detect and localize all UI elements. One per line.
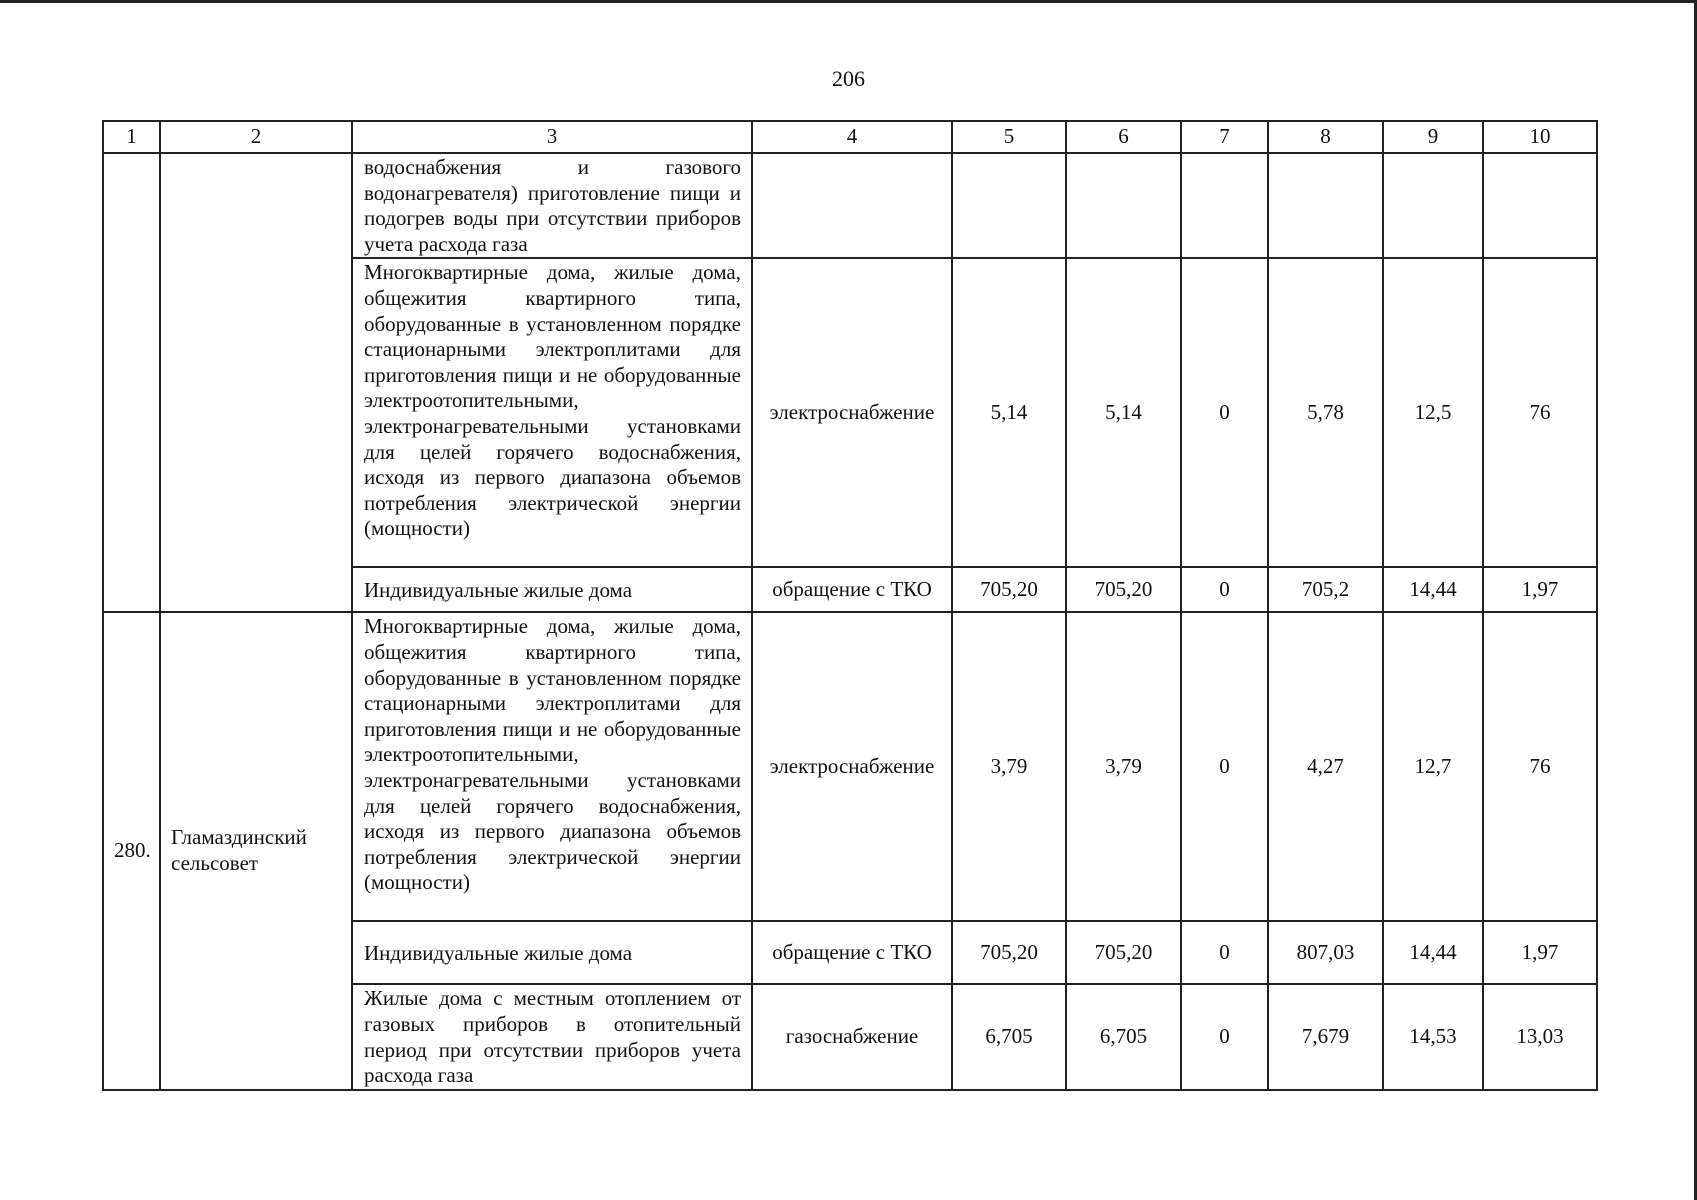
value-col-5: 5,14 <box>952 258 1066 567</box>
value-col-10 <box>1483 153 1597 258</box>
service-type: электроснабжение <box>752 612 952 921</box>
col-header-8: 8 <box>1268 121 1383 153</box>
value-col-10: 76 <box>1483 612 1597 921</box>
value-col-8: 705,2 <box>1268 567 1383 612</box>
service-type: обращение с ТКО <box>752 567 952 612</box>
value-col-9: 12,7 <box>1383 612 1483 921</box>
col-header-1: 1 <box>103 121 160 153</box>
value-col-9: 14,44 <box>1383 567 1483 612</box>
tariff-table <box>102 120 1598 1091</box>
value-col-7: 0 <box>1181 567 1268 612</box>
consumer-category: Индивидуальные жилые дома <box>352 921 752 984</box>
value-col-9: 14,44 <box>1383 921 1483 984</box>
col-header-5: 5 <box>952 121 1066 153</box>
value-col-7: 0 <box>1181 984 1268 1089</box>
value-col-5: 3,79 <box>952 612 1066 921</box>
entry-name-cell <box>160 153 352 612</box>
consumer-category: Индивидуальные жилые дома <box>352 567 752 612</box>
value-col-7: 0 <box>1181 612 1268 921</box>
value-col-8: 4,27 <box>1268 612 1383 921</box>
value-col-6: 705,20 <box>1066 567 1181 612</box>
value-col-10: 76 <box>1483 258 1597 567</box>
value-col-7: 0 <box>1181 258 1268 567</box>
service-type: газоснабжение <box>752 984 952 1089</box>
col-header-9: 9 <box>1383 121 1483 153</box>
entry-name: Гламаздинский сельсовет <box>160 612 352 1089</box>
value-col-9 <box>1383 153 1483 258</box>
consumer-category: водоснабжения и газового водонагревателя) приготовление пищи и подогрев воды при отсутствии приборов учета расхода газа <box>352 153 752 258</box>
column-number-row <box>103 121 1597 153</box>
scan-border-top <box>0 0 1697 3</box>
service-type: электроснабжение <box>752 258 952 567</box>
service-type <box>752 153 952 258</box>
value-col-7: 0 <box>1181 921 1268 984</box>
value-col-9: 12,5 <box>1383 258 1483 567</box>
value-col-10: 1,97 <box>1483 921 1597 984</box>
col-header-2: 2 <box>160 121 352 153</box>
consumer-category: Жилые дома с местным отоплением от газовых приборов в отопительный период при отсутствии приборов учета расхода газа <box>352 984 752 1089</box>
value-col-7 <box>1181 153 1268 258</box>
value-col-5: 705,20 <box>952 921 1066 984</box>
value-col-6 <box>1066 153 1181 258</box>
value-col-8: 5,78 <box>1268 258 1383 567</box>
value-col-5: 6,705 <box>952 984 1066 1089</box>
value-col-6: 3,79 <box>1066 612 1181 921</box>
value-col-6: 705,20 <box>1066 921 1181 984</box>
table-row <box>103 612 1597 921</box>
value-col-8: 7,679 <box>1268 984 1383 1089</box>
service-type: обращение с ТКО <box>752 921 952 984</box>
value-col-5 <box>952 153 1066 258</box>
value-col-6: 6,705 <box>1066 984 1181 1089</box>
value-col-6: 5,14 <box>1066 258 1181 567</box>
consumer-category: Многоквартирные дома, жилые дома, общежития квартирного типа, оборудованные в установленном порядке стационарными электроплитами для приготовления пищи и не оборудованные электроотопительными, электронагревательными установками для целей горячего водоснабжения, исходя из первого диапазона объемов потребления электрической энергии (мощности) <box>352 612 752 921</box>
page-number: 206 <box>832 66 865 91</box>
col-header-6: 6 <box>1066 121 1181 153</box>
col-header-10: 10 <box>1483 121 1597 153</box>
value-col-10: 13,03 <box>1483 984 1597 1089</box>
entry-number: 280. <box>103 612 160 1089</box>
entry-number-cell <box>103 153 160 612</box>
col-header-3: 3 <box>352 121 752 153</box>
col-header-7: 7 <box>1181 121 1268 153</box>
value-col-8: 807,03 <box>1268 921 1383 984</box>
value-col-10: 1,97 <box>1483 567 1597 612</box>
table-row <box>103 153 1597 258</box>
value-col-9: 14,53 <box>1383 984 1483 1089</box>
consumer-category: Многоквартирные дома, жилые дома, общежития квартирного типа, оборудованные в установленном порядке стационарными электроплитами для приготовления пищи и не оборудованные электроотопительными, электронагревательными установками для целей горячего водоснабжения, исходя из первого диапазона объемов потребления электрической энергии (мощности) <box>352 258 752 567</box>
col-header-4: 4 <box>752 121 952 153</box>
value-col-5: 705,20 <box>952 567 1066 612</box>
value-col-8 <box>1268 153 1383 258</box>
